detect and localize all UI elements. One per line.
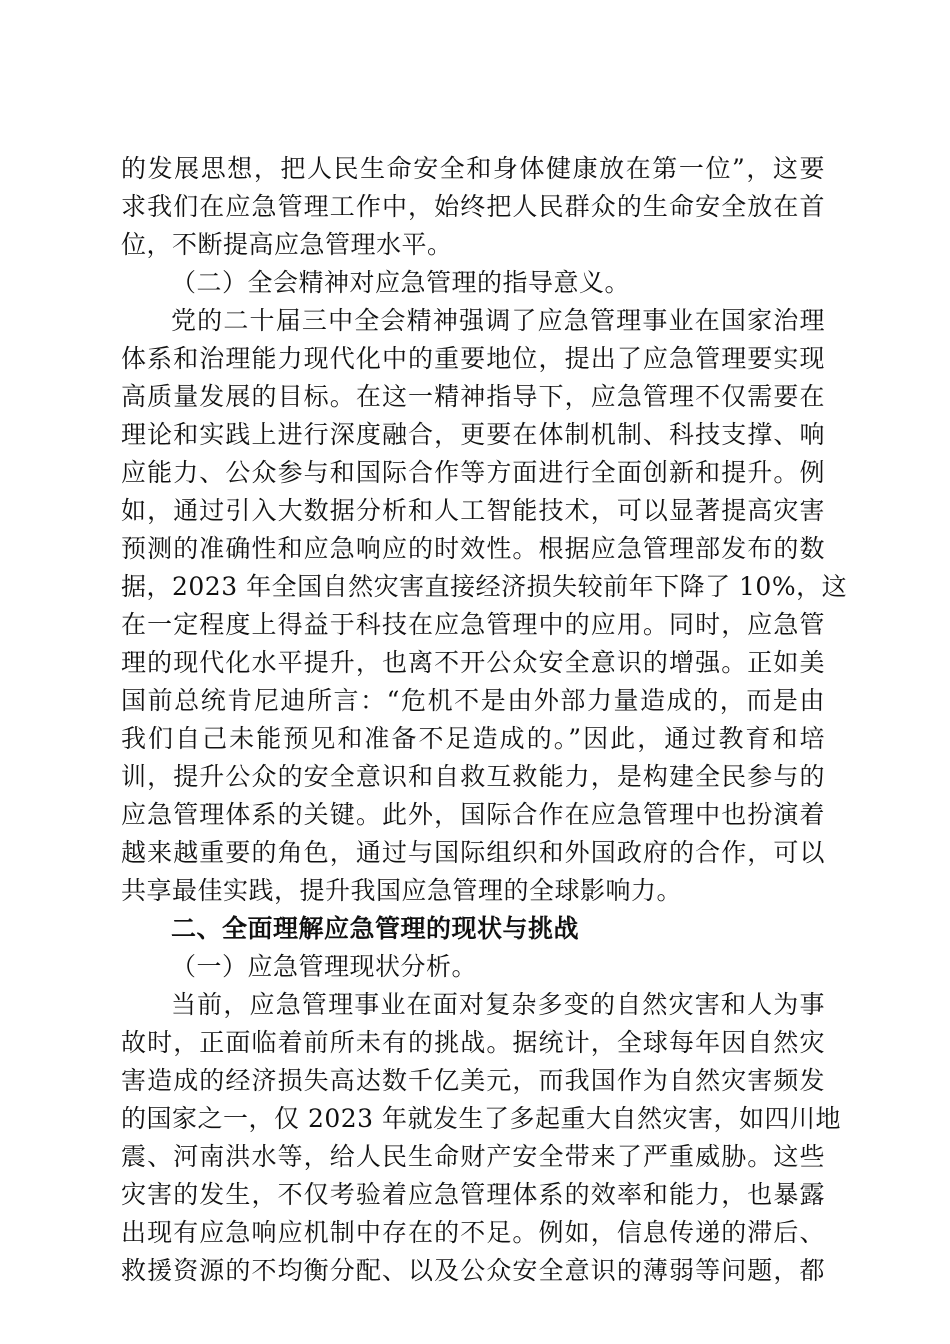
body-line: 的国家之一，仅 2023 年就发生了多起重大自然灾害，如四川地: [121, 1104, 842, 1133]
body-line: 灾害的发生，不仅考验着应急管理体系的效率和能力，也暴露: [121, 1180, 825, 1209]
body-line: 害造成的经济损失高达数千亿美元，而我国作为自然灾害频发: [121, 1066, 825, 1095]
body-line: 据，2023 年全国自然灾害直接经济损失较前年下降了 10%，这: [121, 572, 848, 601]
body-line: 出现有应急响应机制中存在的不足。例如，信息传递的滞后、: [121, 1218, 825, 1247]
body-line: 故时，正面临着前所未有的挑战。据统计，全球每年因自然灾: [121, 1028, 825, 1057]
body-line: 如，通过引入大数据分析和人工智能技术，可以显著提高灾害: [121, 496, 825, 525]
body-line: 震、河南洪水等，给人民生命财产安全带来了严重威胁。这些: [121, 1142, 825, 1171]
body-line: 预测的准确性和应急响应的时效性。根据应急管理部发布的数: [121, 534, 825, 563]
body-line: 理论和实践上进行深度融合，更要在体制机制、科技支撑、响: [121, 420, 825, 449]
body-line: 越来越重要的角色，通过与国际组织和外国政府的合作，可以: [121, 838, 825, 867]
body-line: 共享最佳实践，提升我国应急管理的全球影响力。: [121, 876, 683, 905]
body-line: 的发展思想，把人民生命安全和身体健康放在第一位”，这要: [121, 154, 825, 183]
body-line: 应能力、公众参与和国际合作等方面进行全面创新和提升。例: [121, 458, 825, 487]
body-line: 高质量发展的目标。在这一精神指导下，应急管理不仅需要在: [121, 382, 825, 411]
body-line: 体系和治理能力现代化中的重要地位，提出了应急管理要实现: [121, 344, 825, 373]
section-heading: 二、全面理解应急管理的现状与挑战: [171, 914, 580, 943]
body-line: 在一定程度上得益于科技在应急管理中的应用。同时，应急管: [121, 610, 825, 639]
body-line: 党的二十届三中全会精神强调了应急管理事业在国家治理: [171, 306, 825, 335]
body-line: 应急管理体系的关键。此外，国际合作在应急管理中也扮演着: [121, 800, 825, 829]
section-subheading: （一）应急管理现状分析。: [171, 952, 478, 981]
body-line: 理的现代化水平提升，也离不开公众安全意识的增强。正如美: [121, 648, 825, 677]
body-line: 国前总统肯尼迪所言：“危机不是由外部力量造成的，而是由: [121, 686, 825, 715]
body-line: 当前，应急管理事业在面对复杂多变的自然灾害和人为事: [171, 990, 825, 1019]
document-body: [121, 150, 848, 1290]
body-line: 位，不断提高应急管理水平。: [121, 230, 453, 259]
section-subheading: （二）全会精神对应急管理的指导意义。: [171, 268, 631, 297]
body-line: 训，提升公众的安全意识和自救互救能力，是构建全民参与的: [121, 762, 825, 791]
body-line: 救援资源的不均衡分配、以及公众安全意识的薄弱等问题，都: [121, 1256, 825, 1285]
body-line: 求我们在应急管理工作中，始终把人民群众的生命安全放在首: [121, 192, 825, 221]
body-line: 我们自己未能预见和准备不足造成的。”因此，通过教育和培: [121, 724, 825, 753]
